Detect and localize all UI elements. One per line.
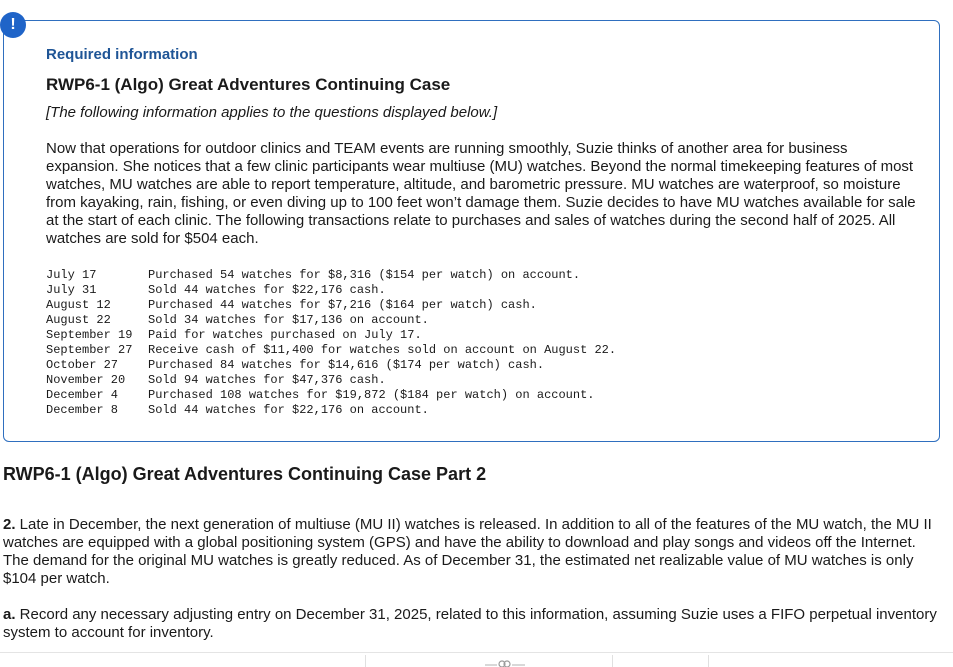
transaction-description: Sold 44 watches for $22,176 on account. [148, 403, 429, 417]
transaction-date: December 4 [46, 388, 119, 402]
transaction-date: December 8 [46, 403, 119, 417]
question-2a [3, 606, 943, 642]
transaction-row [46, 403, 616, 418]
transaction-description: Receive cash of $11,400 for watches sold on account on August 22. [148, 343, 617, 357]
transaction-description: Purchased 44 watches for $7,216 ($164 per watch) cash. [148, 298, 537, 312]
sub-question-text: Record any necessary adjusting entry on December 31, 2025, related to this information, assuming Suzie uses a FIFO perpetual inventory system to account for inventory. [3, 606, 937, 641]
question-text: Late in December, the next generation of multiuse (MU II) watches is released. In addition to all of the features of the MU watch, the MU II watches are equipped with a global positioning system (GPS) and have the ability to download and play songs and videos off the Internet. The demand for the original MU watches is greatly reduced. As of December 31, the estimated net realizable value of MU watches is only $104 per watch. [3, 516, 932, 587]
transaction-description: Sold 94 watches for $47,376 cash. [148, 373, 386, 387]
answer-column-separator [708, 655, 709, 667]
alert-icon: ! [0, 12, 26, 38]
transaction-date: August 12 [46, 298, 111, 312]
sub-question-label: a. [3, 606, 16, 623]
transaction-date: July 31 [46, 283, 97, 297]
transaction-description: Purchased 84 watches for $14,616 ($174 per watch) cash. [148, 358, 545, 372]
transactions-table [46, 268, 616, 418]
transaction-description: Purchased 108 watches for $19,872 ($184 per watch) on account. [148, 388, 595, 402]
transaction-row [46, 268, 616, 283]
transaction-row [46, 328, 616, 343]
answer-column-separator [365, 655, 366, 667]
transaction-row [46, 313, 616, 328]
transaction-row [46, 298, 616, 313]
question-2 [3, 516, 943, 588]
transaction-date: July 17 [46, 268, 97, 282]
answer-area-divider [0, 652, 953, 653]
part-title: RWP6-1 (Algo) Great Adventures Continuing Case Part 2 [3, 464, 487, 484]
transaction-row [46, 343, 616, 358]
transaction-date: August 22 [46, 313, 111, 327]
required-information-heading: Required information [46, 46, 198, 63]
transaction-description: Paid for watches purchased on July 17. [148, 328, 422, 342]
question-number: 2. [3, 516, 16, 533]
transaction-row [46, 373, 616, 388]
transaction-date: September 19 [46, 328, 133, 342]
link-icon[interactable] [485, 658, 525, 667]
transaction-date: October 27 [46, 358, 119, 372]
answer-column-separator [612, 655, 613, 667]
transaction-date: September 27 [46, 343, 133, 357]
transaction-description: Sold 44 watches for $22,176 cash. [148, 283, 386, 297]
transaction-row [46, 388, 616, 403]
applies-note: [The following information applies to the questions displayed below.] [46, 104, 498, 121]
transaction-description: Purchased 54 watches for $8,316 ($154 per watch) on account. [148, 268, 581, 282]
transaction-row [46, 283, 616, 298]
intro-paragraph: Now that operations for outdoor clinics and TEAM events are running smoothly, Suzie thinks of another area for business expansion. She notices that a few clinic participants wear multiuse (MU) watches. Beyond the normal timekeeping features of most watches, MU watches are able to report temperature, altitude, and barometric pressure. MU watches are waterproof, so moisture from kayaking, rain, fishing, or even diving up to 100 feet won’t damage them. Suzie decides to have MU watches available for sale at the start of each clinic. The following transactions relate to purchases and sales of watches during the second half of 2025. All watches are sold for $504 each. [46, 140, 916, 247]
required-information-panel [3, 20, 940, 442]
case-title: RWP6-1 (Algo) Great Adventures Continuing Case [46, 75, 451, 94]
transaction-description: Sold 34 watches for $17,136 on account. [148, 313, 429, 327]
transaction-date: November 20 [46, 373, 126, 387]
transaction-row [46, 358, 616, 373]
